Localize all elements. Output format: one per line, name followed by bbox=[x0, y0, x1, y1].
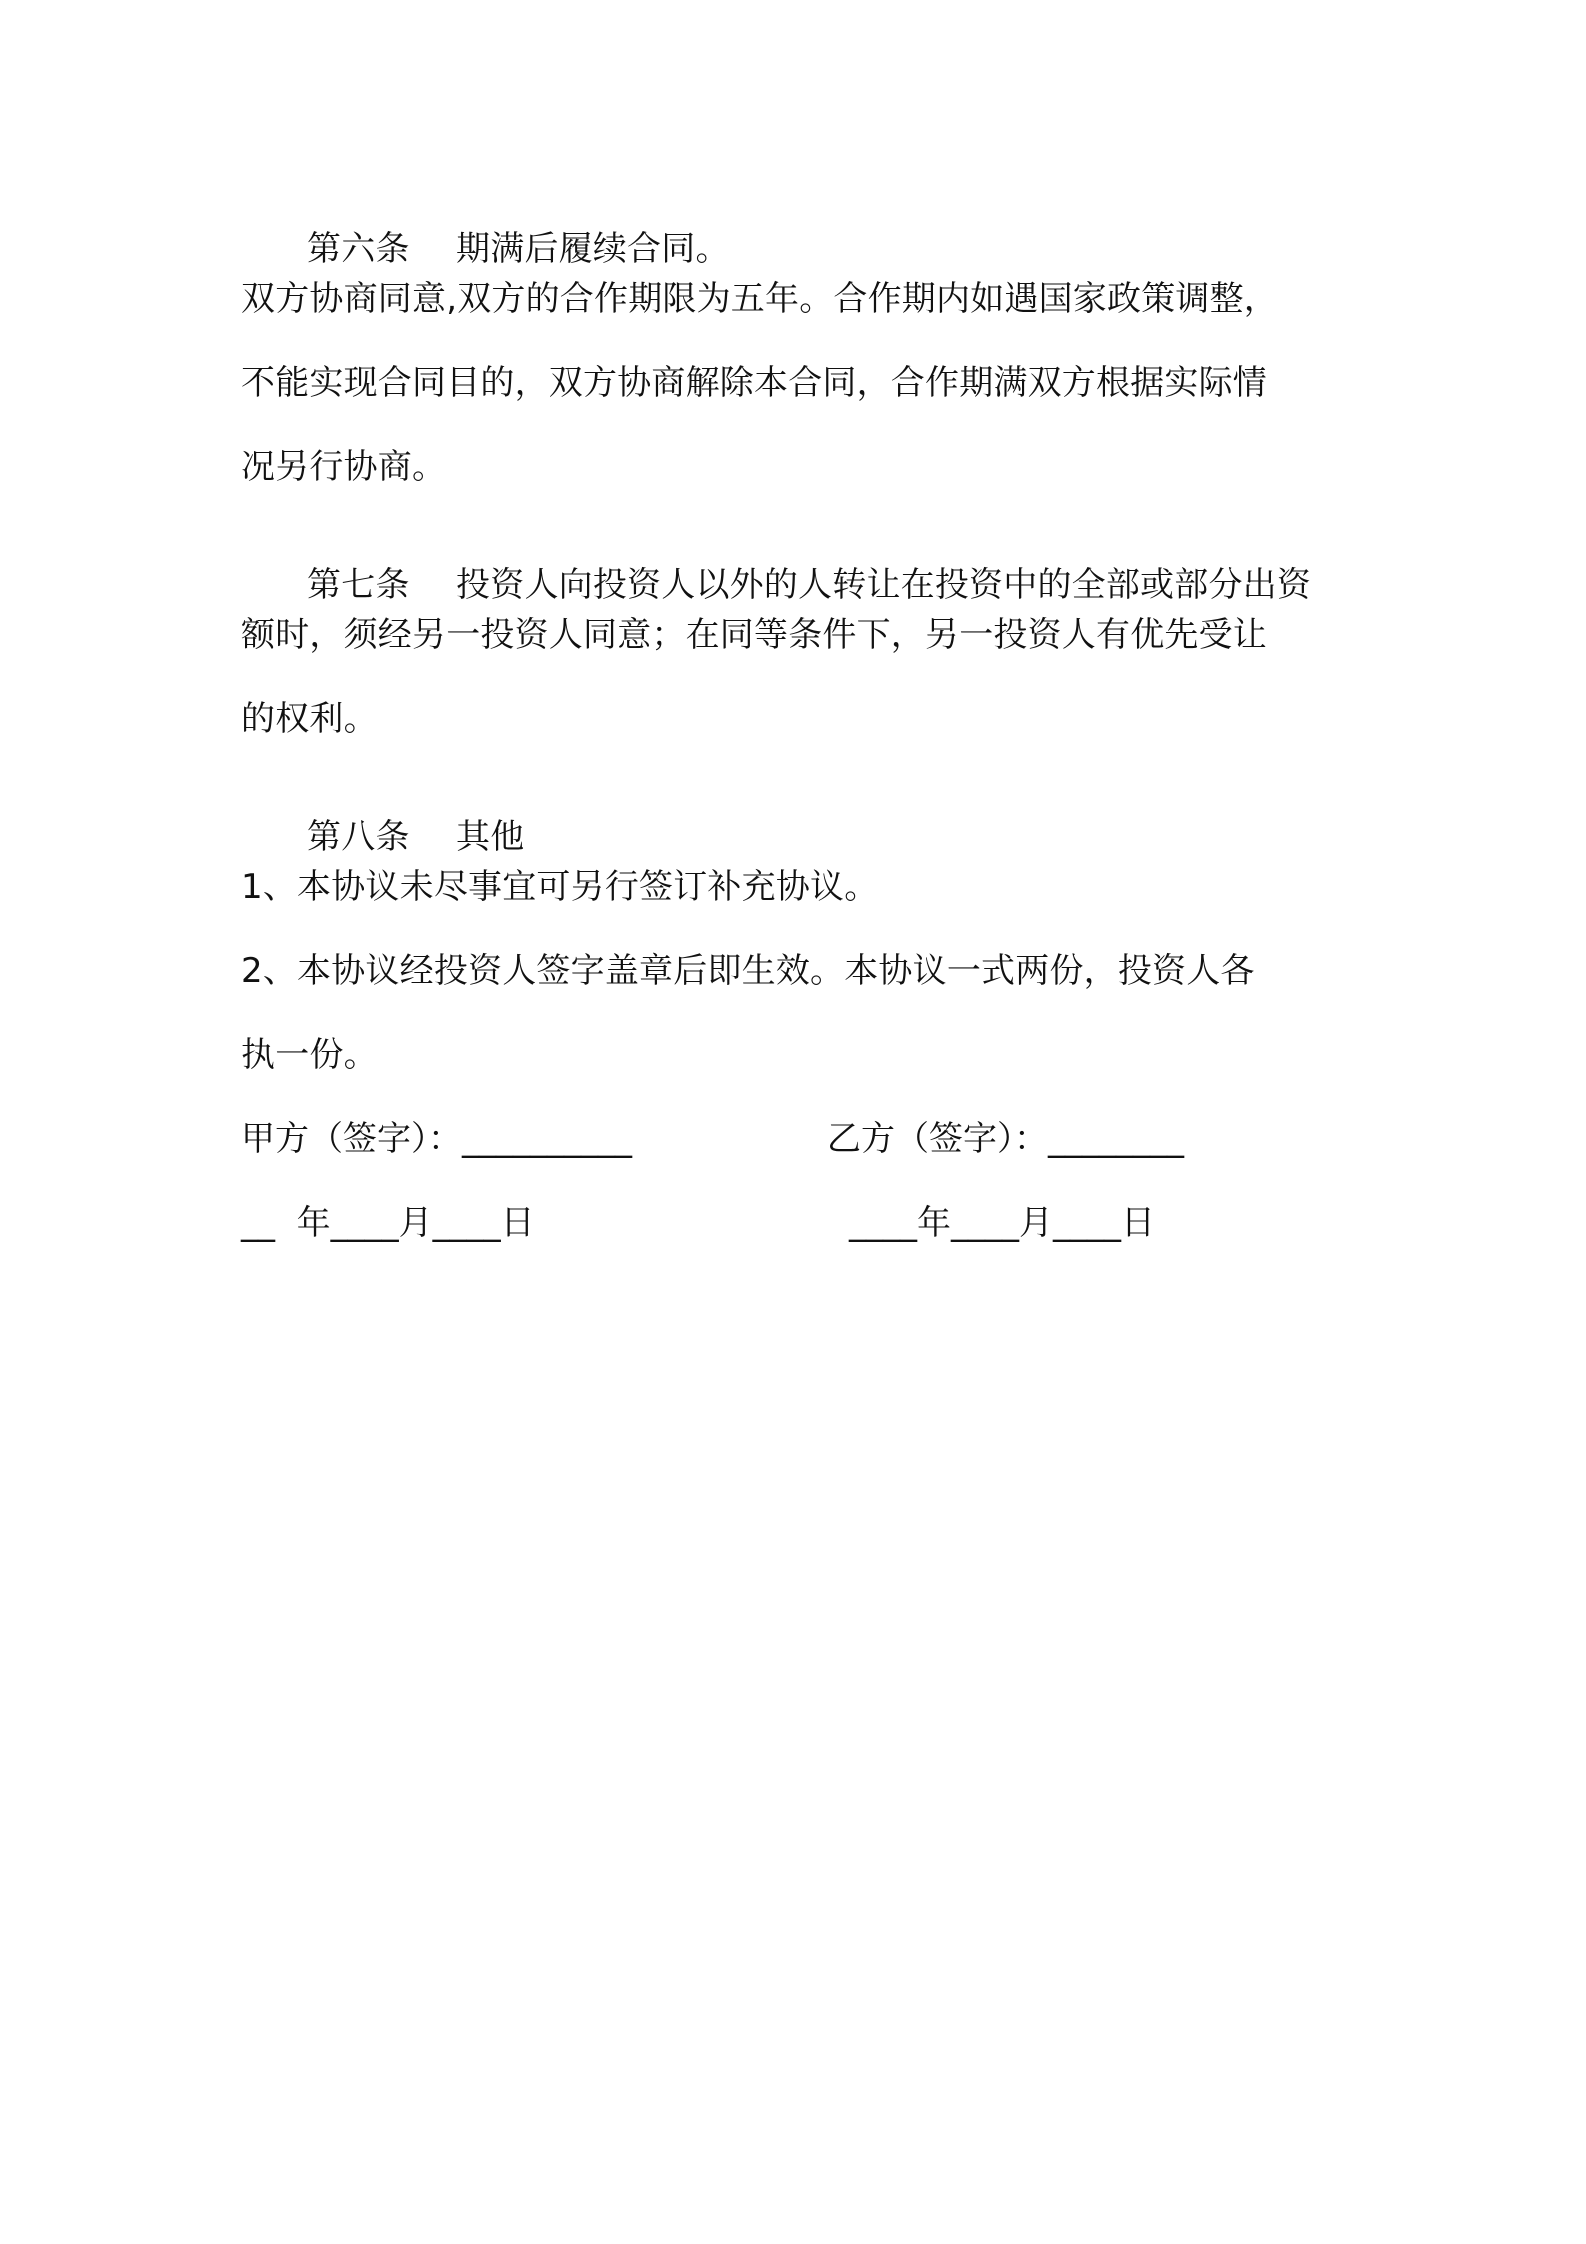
article-6-line-1: 双方协商同意,双方的合作期限为五年。合作期内如遇国家政策调整， bbox=[241, 279, 1279, 319]
party-b-date-line[interactable]: ____年____月____日 bbox=[849, 1203, 1155, 1243]
signature-row bbox=[241, 1119, 1361, 1206]
party-a-signature-line[interactable]: 甲方（签字）：__________ bbox=[241, 1119, 632, 1159]
document-content bbox=[241, 198, 1361, 1290]
article-6-line-3: 况另行协商。 bbox=[241, 447, 447, 487]
party-b-signature-line[interactable]: 乙方（签字）：________ bbox=[827, 1119, 1184, 1159]
article-7-line-3: 的权利。 bbox=[241, 699, 378, 739]
date-row bbox=[241, 1203, 1361, 1290]
article-7-line-1: 投资人向投资人以外的人转让在投资中的全部或部分出资 bbox=[456, 565, 1312, 605]
article-8-number: 第八条 bbox=[307, 817, 410, 857]
article-8-title: 其他 bbox=[456, 817, 525, 857]
article-6-heading bbox=[241, 198, 1361, 282]
article-8-item-2-line-1: 2、本协议经投资人签字盖章后即生效。本协议一式两份，投资人各 bbox=[241, 951, 1255, 991]
article-6-number: 第六条 bbox=[307, 229, 410, 269]
article-6-title: 期满后履续合同。 bbox=[456, 229, 730, 269]
article-8-heading bbox=[241, 786, 1361, 870]
article-7-line-1-row bbox=[241, 534, 1361, 618]
article-8-item-1: 1、本协议未尽事宜可另行签订补充协议。 bbox=[241, 867, 879, 907]
party-a-date-line[interactable]: __ 年____月____日 bbox=[241, 1203, 535, 1243]
article-6-line-2: 不能实现合同目的，双方协商解除本合同，合作期满双方根据实际情 bbox=[241, 363, 1267, 403]
article-7-line-2: 额时，须经另一投资人同意；在同等条件下，另一投资人有优先受让 bbox=[241, 615, 1267, 655]
article-8-item-2-line-2: 执一份。 bbox=[241, 1035, 378, 1075]
article-7-number: 第七条 bbox=[307, 565, 410, 605]
